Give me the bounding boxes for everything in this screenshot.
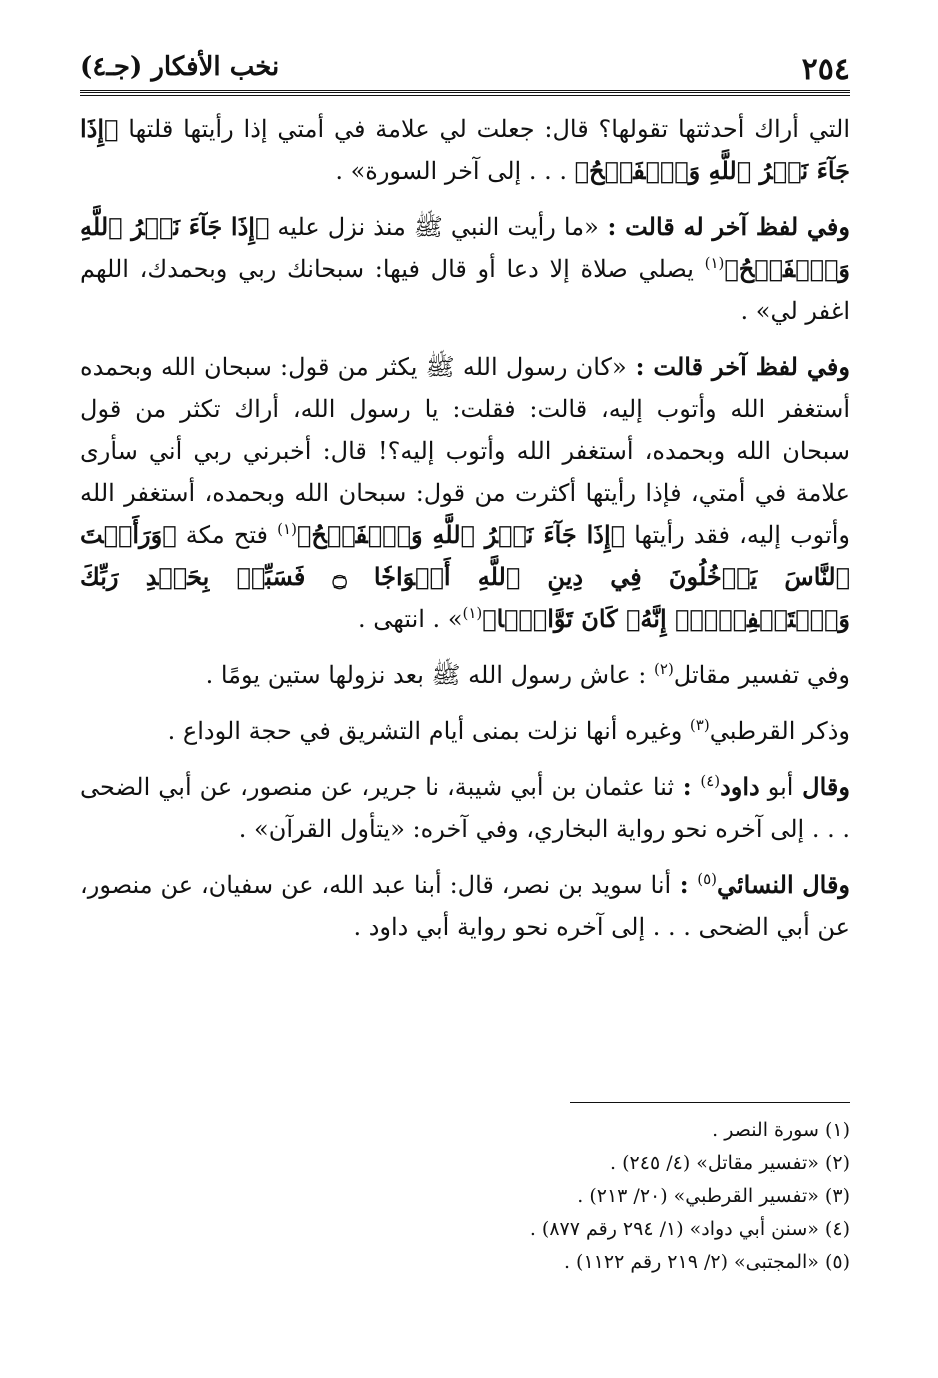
text-segment: فتح مكة bbox=[176, 521, 278, 549]
lead-phrase: وفي لفظ آخر له قالت : bbox=[598, 212, 850, 241]
lead-phrase: : bbox=[674, 772, 701, 801]
footnote-item: (٥) «المجتبى» (٢/ ٢١٩ رقم ١١٢٢) . bbox=[563, 1251, 850, 1273]
footnotes bbox=[350, 1114, 850, 1279]
body-paragraph bbox=[80, 346, 850, 640]
text-segment: وغيره أنها نزلت بمنى أيام التشريق في حجة الوداع . bbox=[167, 717, 690, 745]
lead-phrase: وقال bbox=[793, 772, 850, 801]
text-segment: التي أراك أحدثتها تقولها؟ قال: جعلت لي علامة في أمتي إذا رأيتها قلتها bbox=[118, 115, 850, 143]
footnote-ref: (٣) bbox=[689, 716, 710, 734]
footnote-item: (٤) «سنن أبي دواد» (١/ ٢٩٤ رقم ٨٧٧) . bbox=[529, 1218, 850, 1240]
quran-verse: ﴿إِذَا جَآءَ نَصۡرُ ٱللَّهِ وَٱلۡفَتۡحُ﴾ bbox=[80, 212, 850, 283]
text-segment: وذكر القرطبي bbox=[709, 717, 850, 745]
text-segment: وفي تفسير مقاتل bbox=[673, 661, 850, 689]
header-divider bbox=[80, 90, 850, 93]
text-segment: أبو bbox=[759, 773, 794, 801]
quran-verse: ﴿إِذَا جَآءَ نَصۡرُ ٱللَّهِ وَٱلۡفَتۡحُ﴾ bbox=[296, 520, 626, 549]
body-paragraph bbox=[80, 766, 850, 850]
footnote-item: (١) سورة النصر . bbox=[712, 1119, 850, 1141]
text-segment: «ما رأيت النبي ﷺ منذ نزل عليه bbox=[269, 213, 599, 241]
body-paragraph bbox=[80, 710, 850, 752]
body-paragraph bbox=[80, 206, 850, 332]
text-segment: أنا سويد بن نصر، قال: أبنا عبد الله، عن سفيان، عن منصور، عن أبي الضحى . . . إلى آخره نحو رواية أبي داود . bbox=[80, 871, 850, 941]
footnote-divider bbox=[570, 1102, 850, 1103]
main-text bbox=[80, 108, 850, 962]
body-paragraph bbox=[80, 654, 850, 696]
lead-phrase: وقال النسائي bbox=[716, 870, 851, 899]
header-divider-inner bbox=[80, 95, 850, 96]
footnote-item: (٣) «تفسير القرطبي» (٢٠/ ٢١٣) . bbox=[577, 1185, 850, 1207]
page-header bbox=[80, 52, 850, 92]
lead-phrase: : bbox=[671, 870, 698, 899]
footnote-item: (٢) «تفسير مقاتل» (٤/ ٢٤٥) . bbox=[610, 1152, 850, 1174]
text-segment: يصلي صلاة إلا دعا أو قال فيها: سبحانك ربي وبحمدك، اللهم اغفر لي» . bbox=[80, 255, 850, 325]
text-segment: . . . إلى آخر السورة» . bbox=[335, 157, 575, 185]
footnote-ref: (١) bbox=[277, 520, 297, 538]
text-segment: » . انتهى . bbox=[358, 605, 463, 633]
footnote-ref: (١) bbox=[704, 254, 725, 272]
body-paragraph bbox=[80, 108, 850, 192]
footnote-ref: (٤) bbox=[700, 772, 721, 790]
footnote-ref: (٥) bbox=[697, 870, 717, 888]
quran-verse: ﴿وَرَأَيۡتَ ٱلنَّاسَ يَدۡخُلُونَ فِي دِينِ ٱللَّهِ أَفۡوَاجٗا ۝ فَسَبِّحۡ بِحَمۡدِ رَبِّكَ وَٱسۡتَغۡفِرۡهُۚ إِنَّهُۥ كَانَ تَوَّابَۢا﴾ bbox=[80, 520, 850, 633]
lead-phrase: وفي لفظ آخر قالت : bbox=[626, 352, 850, 381]
text-segment: : عاش رسول الله ﷺ بعد نزولها ستين يومًا . bbox=[205, 661, 655, 689]
text-segment: ثنا عثمان بن أبي شيبة، نا جرير، عن منصور، عن أبي الضحى . . . إلى آخره نحو رواية البخاري، وفي آخره: «يتأول القرآن» . bbox=[80, 773, 850, 843]
text-segment: «كان رسول الله ﷺ يكثر من قول: سبحان الله وبحمده أستغفر الله وأتوب إليه، قالت: فقلت: يا رسول الله، أراك تكثر من قول سبحان الله وبحمده، أستغفر الله وأتوب إليه؟! قال: أخبرني ربي أني سأرى علامة في أمتي، فإذا رأيتها أكثرت من قول: سبحان الله وبحمده، أستغفر الله وأتوب إليه، فقد رأيتها bbox=[80, 353, 851, 549]
quran-verse: ﴿إِذَا جَآءَ نَصۡرُ ٱللَّهِ وَٱلۡفَتۡحُ﴾ bbox=[80, 114, 850, 185]
footnote-ref: (١) bbox=[462, 604, 483, 622]
page-number: ٢٥٤ bbox=[801, 52, 850, 87]
lead-phrase: داود bbox=[720, 772, 760, 801]
body-paragraph bbox=[80, 864, 850, 948]
footnote-ref: (٢) bbox=[654, 660, 674, 678]
book-title: نخب الأفكار (جـ٤) bbox=[80, 52, 280, 82]
